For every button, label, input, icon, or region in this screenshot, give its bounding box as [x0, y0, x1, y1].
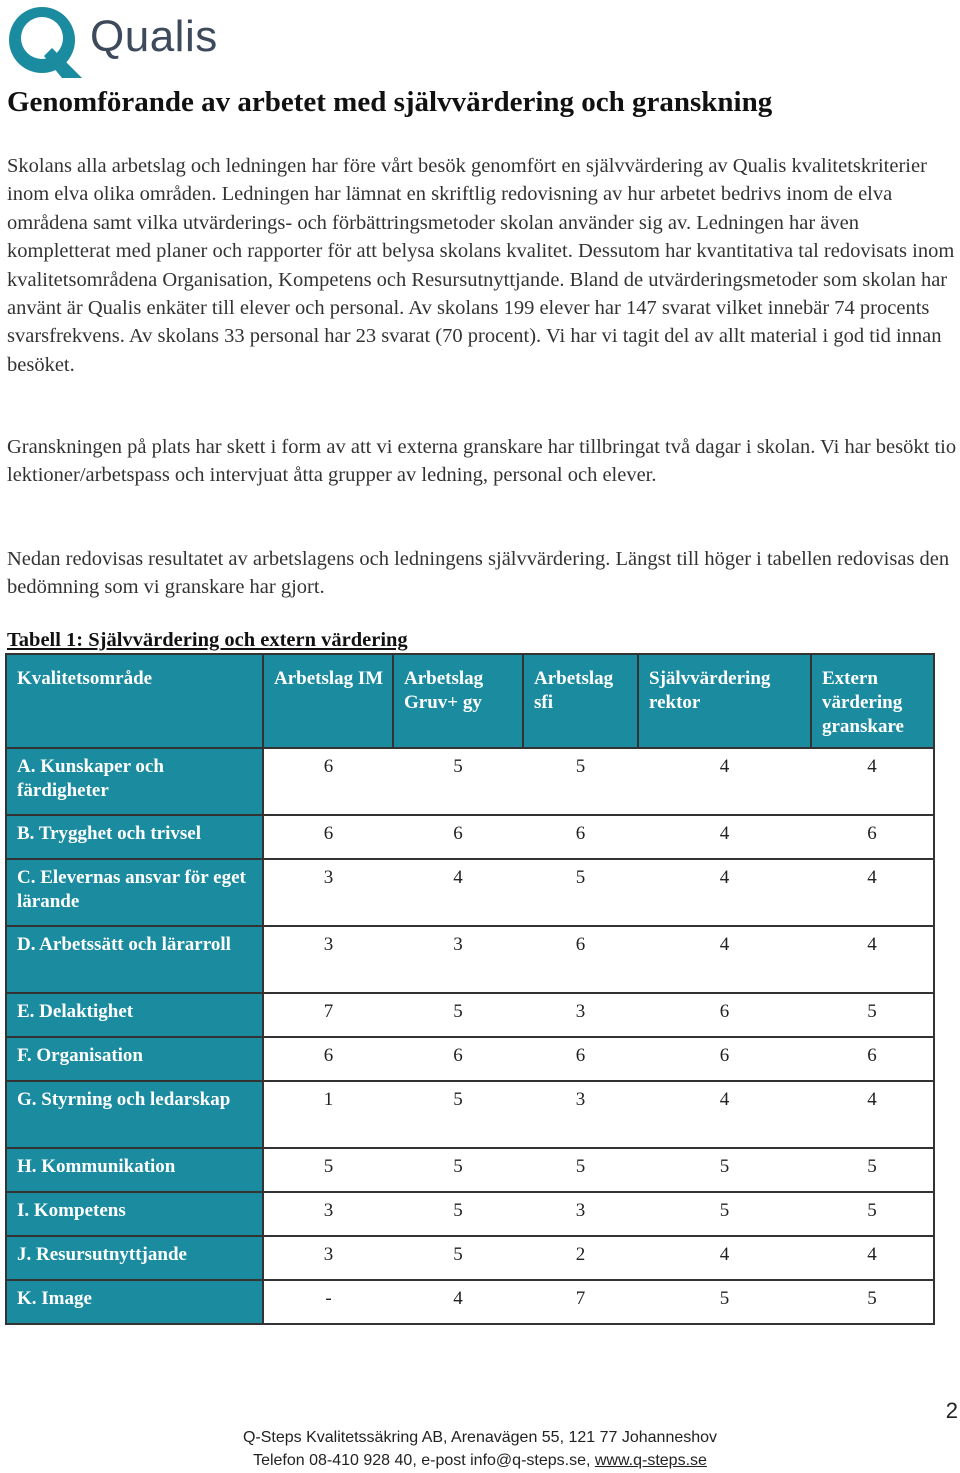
cell-value: 6 [811, 1037, 934, 1081]
evaluation-table [5, 653, 935, 1325]
cell-value: 5 [393, 993, 523, 1037]
table-row [6, 815, 934, 859]
cell-value: 5 [523, 748, 638, 815]
cell-value: 5 [393, 1192, 523, 1236]
cell-value: 6 [638, 993, 811, 1037]
row-label: F. Organisation [6, 1037, 263, 1081]
review-paragraph: Granskningen på plats har skett i form av att vi externa granskare har tillbringat två dagar i skolan. Vi har besökt tio lektioner/arbetspass och intervjuat åtta grupper av ledning, personal och elever. [7, 436, 957, 487]
cell-value: 3 [263, 926, 393, 993]
cell-value: 7 [263, 993, 393, 1037]
cell-value: 4 [638, 748, 811, 815]
cell-value: - [263, 1280, 393, 1324]
results-paragraph: Nedan redovisas resultatet av arbetslagens och ledningens självvärdering. Längst till höger i tabellen redovisas den bedömning som vi granskare har gjort. [7, 548, 950, 599]
cell-value: 5 [638, 1280, 811, 1324]
cell-value: 4 [811, 748, 934, 815]
cell-value: 5 [811, 1148, 934, 1192]
cell-value: 5 [263, 1148, 393, 1192]
row-label: B. Trygghet och trivsel [6, 815, 263, 859]
column-header: Arbetslag IM [263, 654, 393, 748]
qualis-q-icon [6, 4, 84, 78]
cell-value: 4 [811, 859, 934, 926]
cell-value: 4 [638, 1236, 811, 1280]
cell-value: 6 [523, 1037, 638, 1081]
table-row [6, 1192, 934, 1236]
cell-value: 5 [393, 1081, 523, 1148]
cell-value: 4 [811, 926, 934, 993]
column-header: Arbetslag Gruv+ gy [393, 654, 523, 748]
qualis-logo [6, 4, 218, 78]
cell-value: 6 [263, 1037, 393, 1081]
cell-value: 4 [638, 815, 811, 859]
table-row [6, 1081, 934, 1148]
cell-value: 3 [263, 859, 393, 926]
website-link[interactable]: www.q-steps.se [594, 1452, 707, 1469]
footer-contact [0, 1452, 960, 1470]
row-label: C. Elevernas ansvar för eget lärande [6, 859, 263, 926]
table-row [6, 1037, 934, 1081]
cell-value: 6 [638, 1037, 811, 1081]
row-label: I. Kompetens [6, 1192, 263, 1236]
table-row [6, 993, 934, 1037]
cell-value: 5 [811, 993, 934, 1037]
brand-name: Qualis [90, 12, 218, 61]
cell-value: 6 [523, 926, 638, 993]
table-caption: Tabell 1: Självvärdering och extern värdering [7, 629, 408, 651]
table-row [6, 1280, 934, 1324]
cell-value: 4 [393, 1280, 523, 1324]
cell-value: 3 [263, 1192, 393, 1236]
cell-value: 5 [811, 1280, 934, 1324]
cell-value: 5 [638, 1148, 811, 1192]
table-header-row [6, 654, 934, 748]
cell-value: 4 [811, 1081, 934, 1148]
page-heading: Genomförande av arbetet med självvärdering och granskning [7, 86, 773, 118]
table-row [6, 859, 934, 926]
column-header: Självvärdering rektor [638, 654, 811, 748]
cell-value: 6 [263, 748, 393, 815]
cell-value: 4 [811, 1236, 934, 1280]
table-row [6, 748, 934, 815]
row-label: A. Kunskaper och färdigheter [6, 748, 263, 815]
footer-address: Q-Steps Kvalitetssäkring AB, Arenavägen 55, 121 77 Johanneshov [242, 1429, 718, 1446]
cell-value: 4 [638, 859, 811, 926]
cell-value: 5 [393, 1148, 523, 1192]
cell-value: 3 [523, 1192, 638, 1236]
cell-value: 6 [263, 815, 393, 859]
table-row [6, 1236, 934, 1280]
cell-value: 5 [523, 859, 638, 926]
cell-value: 3 [523, 993, 638, 1037]
row-label: K. Image [6, 1280, 263, 1324]
cell-value: 7 [523, 1280, 638, 1324]
cell-value: 3 [523, 1081, 638, 1148]
page-number: 2 [945, 1398, 958, 1423]
column-header: Kvalitetsområde [6, 654, 263, 748]
cell-value: 4 [393, 859, 523, 926]
cell-value: 6 [393, 815, 523, 859]
cell-value: 4 [638, 1081, 811, 1148]
table-row [6, 926, 934, 993]
row-label: D. Arbetssätt och lärarroll [6, 926, 263, 993]
cell-value: 6 [523, 815, 638, 859]
cell-value: 3 [263, 1236, 393, 1280]
cell-value: 6 [393, 1037, 523, 1081]
cell-value: 4 [638, 926, 811, 993]
row-label: E. Delaktighet [6, 993, 263, 1037]
row-label: J. Resursutnyttjande [6, 1236, 263, 1280]
cell-value: 3 [393, 926, 523, 993]
cell-value: 2 [523, 1236, 638, 1280]
column-header: Extern värdering granskare [811, 654, 934, 748]
column-header: Arbetslag sfi [523, 654, 638, 748]
cell-value: 5 [638, 1192, 811, 1236]
cell-value: 1 [263, 1081, 393, 1148]
intro-paragraph: Skolans alla arbetslag och ledningen har före vårt besök genomfört en självvärdering av Qualis kvalitetskriterier inom elva olika områden. Ledningen har lämnat en skriftlig redovisning av hur arbetet bedrivs inom de elva områdena samt vilka utvärderings- och förbättringsmetoder skolan använder sig av. Ledningen har även kompletterat med planer och rapporter för att belysa skolans kvalitet. Dessutom har kvantitativa tal redovisats inom kvalitetsområdena Organisation, Kompetens och Resursutnyttjande. Bland de utvärderingsmetoder som skolan har använt är Qualis enkäter till elever och personal. Av skolans 199 elever har 147 svarat vilket innebär 74 procents svarsfrekvens. Av skolans 33 personal har 23 svarat (70 procent). Vi har vi tagit del av allt material i god tid innan besöket. [7, 155, 955, 376]
row-label: H. Kommunikation [6, 1148, 263, 1192]
table-row [6, 1148, 934, 1192]
cell-value: 5 [811, 1192, 934, 1236]
footer-contact-text: Telefon 08-410 928 40, e-post info@q-steps.se, [253, 1452, 595, 1469]
cell-value: 6 [811, 815, 934, 859]
row-label: G. Styrning och ledarskap [6, 1081, 263, 1148]
cell-value: 5 [523, 1148, 638, 1192]
cell-value: 5 [393, 748, 523, 815]
cell-value: 5 [393, 1236, 523, 1280]
